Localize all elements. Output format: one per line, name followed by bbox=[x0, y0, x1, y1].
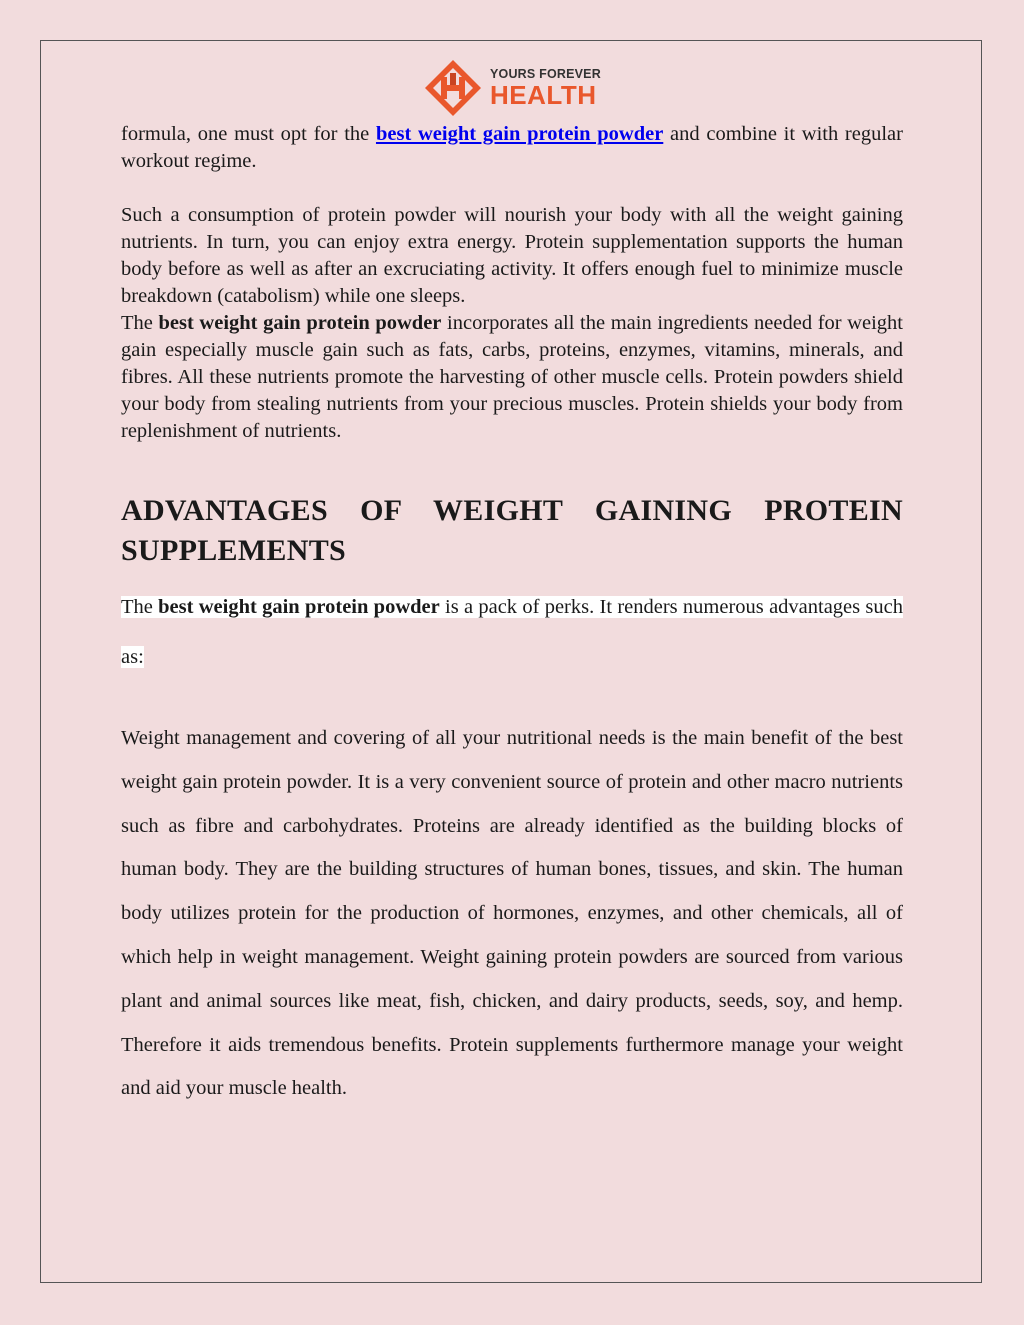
intro-text-after: and combine it with regular workout regime. bbox=[121, 123, 903, 172]
brand-name-top: YOURS FOREVER bbox=[490, 67, 601, 82]
intro-text-before: formula, one must opt for the bbox=[121, 123, 376, 145]
brand-name-main: HEALTH bbox=[490, 79, 597, 110]
ingredients-text-after: incorporates all the main ingredients needed for weight gain especially muscle gain such as fats, carbs, proteins, enzymes, vitamins, minerals, and fibres. All these nutrients promote the harvesting of other muscle cells. Protein powders shield your body from stealing nutrients from your precious muscles. Protein shields your body from replenishment of nutrients. bbox=[121, 312, 904, 442]
ingredients-bold-phrase: best weight gain protein powder bbox=[158, 312, 442, 334]
brand-logo-icon bbox=[424, 59, 482, 117]
section-heading: ADVANTAGES OF WEIGHT GAINING PROTEIN SUPPLEMENTS bbox=[121, 494, 903, 567]
intro-paragraph bbox=[121, 121, 903, 175]
perks-text-before: The bbox=[121, 596, 159, 618]
perks-text-after: is a pack of perks. It renders numerous advantages such as: bbox=[121, 596, 903, 668]
perks-paragraph bbox=[121, 582, 903, 682]
benefits-paragraph: Weight management and covering of all your nutritional needs is the main benefit of the best weight gain protein powder. It is a very convenient source of protein and other macro nutrients such as fibre and carbohydrates. Proteins are already identified as the building blocks of human body. They are the building structures of human bones, tissues, and skin. The human body utilizes protein for the production of hormones, enzymes, and other chemicals, all of which help in weight management. Weight gaining protein powders are sourced from various plant and animal sources like meat, fish, chicken, and dairy products, seeds, soy, and hemp. Therefore it aids tremendous benefits. Protein supplements furthermore manage your weight and aid your muscle health. bbox=[121, 727, 903, 1100]
perks-bold-phrase: best weight gain protein powder bbox=[158, 596, 440, 618]
consumption-paragraph: Such a consumption of protein powder will nourish your body with all the weight gaining nutrients. In turn, you can enjoy extra energy. Protein supplementation supports the human body before as well as after an excruciating activity. It offers enough fuel to minimize muscle breakdown (catabolism) while one sleeps. bbox=[121, 204, 903, 307]
product-link[interactable]: best weight gain protein powder bbox=[375, 123, 664, 145]
brand-logo bbox=[424, 58, 604, 118]
document-body bbox=[121, 121, 903, 1111]
ingredients-text-before: The bbox=[121, 312, 159, 334]
ingredients-paragraph bbox=[121, 310, 903, 445]
